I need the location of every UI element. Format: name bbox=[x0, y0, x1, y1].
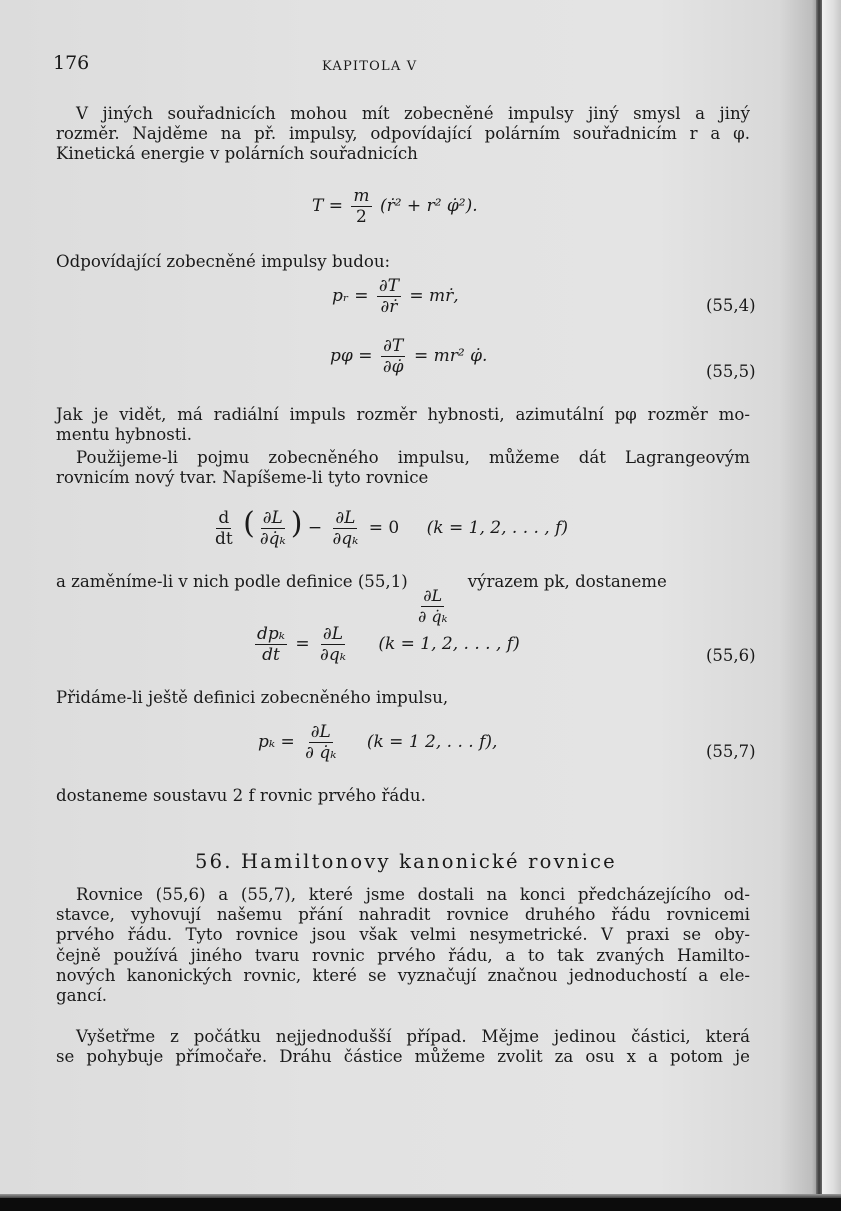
text-line: prvého řádu. Tyto rovnice jsou však velmi nesymetrické. V praxi se oby- bbox=[56, 925, 750, 945]
text-line: rovnicím nový tvar. Napíšeme-li tyto rovnice bbox=[56, 468, 429, 488]
eq-rhs: = mr² φ̇. bbox=[413, 346, 488, 366]
eq-condition: (k = 1, 2, . . . , f) bbox=[426, 518, 569, 538]
paragraph-impulses bbox=[56, 252, 750, 272]
paragraph-radial bbox=[56, 405, 750, 445]
text-prefix: a zaměníme-li v nich podle definice (55,1) bbox=[56, 572, 408, 591]
paragraph-simplest-case bbox=[56, 1027, 750, 1067]
equation-kinetic-energy bbox=[312, 186, 478, 227]
numerator: ∂L bbox=[262, 508, 283, 528]
numerator: ∂L bbox=[423, 586, 443, 605]
equation-55-6 bbox=[252, 624, 520, 665]
section-heading: 56. Hamiltonovy kanonické rovnice bbox=[195, 850, 617, 873]
page-number: 176 bbox=[53, 52, 90, 74]
paragraph-system bbox=[56, 786, 750, 806]
fraction bbox=[381, 336, 406, 377]
text-line: Rovnice (55,6) a (55,7), které jsme dostali na konci předcházejícího od- bbox=[76, 885, 750, 904]
text-line: rozměr. Najděme na př. impulsy, odpovídající polárním souřadnicím r a φ. bbox=[56, 124, 750, 144]
text-line: čejně používá jiného tvaru rovnic prvého řádu, a to tak zvaných Hamilto- bbox=[56, 945, 750, 965]
fraction bbox=[258, 508, 288, 549]
text-suffix: výrazem pk, dostaneme bbox=[467, 572, 667, 591]
eq-rhs: = 0 bbox=[368, 518, 400, 538]
equation-55-5 bbox=[330, 336, 487, 377]
eq-lhs: pᵣ = bbox=[332, 286, 369, 306]
numerator: ∂T bbox=[383, 336, 404, 356]
text-line: nových kanonických rovnic, které se vyznačují značnou jednoduchostí a ele- bbox=[56, 965, 750, 985]
text-line: Přidáme-li ještě definici zobecněného impulsu, bbox=[56, 688, 449, 707]
denominator: ∂ q̇ₖ bbox=[418, 607, 448, 626]
eq-lhs: T = bbox=[312, 196, 343, 216]
paren-open: ( bbox=[243, 506, 255, 541]
paragraph-hamilton-intro bbox=[56, 885, 750, 1006]
inline-fraction bbox=[416, 586, 449, 627]
paragraph-intro bbox=[56, 104, 750, 165]
eq-rhs: (ṙ² + r² φ̇²). bbox=[379, 196, 478, 216]
paren-close: ) bbox=[290, 506, 303, 541]
running-head: KAPITOLA V bbox=[322, 59, 418, 74]
page-edge bbox=[822, 0, 841, 1198]
denominator: dt bbox=[262, 645, 280, 665]
text-line: se pohybuje přímočaře. Dráhu částice můžeme zvolit za osu x a potom je bbox=[56, 1047, 750, 1067]
numerator: ∂L bbox=[335, 508, 356, 528]
fraction bbox=[351, 186, 371, 227]
paragraph-substitute bbox=[56, 572, 667, 627]
denominator: ∂ q̇ₖ bbox=[305, 743, 337, 763]
paragraph-add-definition bbox=[56, 688, 750, 708]
denominator: dt bbox=[215, 529, 233, 549]
eq-condition: (k = 1 2, . . . f), bbox=[366, 732, 498, 752]
denominator: ∂φ̇ bbox=[382, 357, 404, 377]
page-bottom-edge bbox=[0, 1194, 841, 1198]
denominator: ∂q̇ₖ bbox=[259, 529, 286, 549]
text-line: mentu hybnosti. bbox=[56, 425, 192, 445]
denominator: 2 bbox=[356, 207, 367, 227]
text-line: Jak je vidět, má radiální impuls rozměr hybnosti, azimutální pφ rozměr mo- bbox=[56, 405, 750, 424]
text-line: V jiných souřadnicích mohou mít zobecněné impulsy jiný smysl a jiný bbox=[76, 104, 750, 123]
numerator: dpₖ bbox=[257, 624, 285, 644]
equation-55-7 bbox=[258, 722, 497, 763]
eq-lhs: pφ = bbox=[330, 346, 373, 366]
eq-condition: (k = 1, 2, . . . , f) bbox=[378, 634, 520, 654]
fraction bbox=[331, 508, 361, 549]
eq-rhs: = mṙ, bbox=[409, 286, 459, 306]
text-line: stavce, vyhovují našemu přání nahradit rovnice druhého řádu rovnicemi bbox=[56, 905, 750, 925]
numerator: d bbox=[218, 508, 230, 528]
equation-number: (55,5) bbox=[706, 362, 756, 381]
eq-lhs: pₖ = bbox=[258, 732, 295, 752]
equals-sign: = bbox=[295, 634, 310, 654]
equation-lagrange bbox=[210, 506, 568, 549]
denominator: ∂ṙ bbox=[380, 297, 398, 317]
fraction bbox=[213, 508, 235, 549]
numerator: m bbox=[353, 186, 370, 206]
equation-number: (55,7) bbox=[706, 742, 756, 761]
numerator: ∂T bbox=[378, 276, 399, 296]
equation-number: (55,4) bbox=[706, 296, 756, 315]
fraction bbox=[377, 276, 401, 317]
text-line: gancí. bbox=[56, 986, 108, 1006]
minus-sign: − bbox=[307, 518, 323, 538]
equation-55-4 bbox=[332, 276, 459, 317]
text-line: dostaneme soustavu 2 f rovnic prvého řádu. bbox=[56, 786, 426, 805]
paragraph-lagrange bbox=[56, 448, 750, 488]
fraction bbox=[255, 624, 287, 665]
text-line: Kinetická energie v polárních souřadnicích bbox=[56, 144, 418, 164]
numerator: ∂L bbox=[310, 722, 331, 742]
equation-number: (55,6) bbox=[706, 646, 756, 665]
text-line: Vyšetřme z počátku nejjednodušší případ. Mějme jedinou částici, která bbox=[76, 1027, 750, 1046]
numerator: ∂L bbox=[322, 624, 344, 644]
text-line: Odpovídající zobecněné impulsy budou: bbox=[56, 252, 391, 271]
text-line: Použijeme-li pojmu zobecněného impulsu, můžeme dát Lagrangeovým bbox=[76, 448, 750, 467]
fraction bbox=[303, 722, 338, 763]
denominator: ∂qₖ bbox=[320, 645, 346, 665]
fraction bbox=[318, 624, 348, 665]
denominator: ∂qₖ bbox=[332, 529, 359, 549]
